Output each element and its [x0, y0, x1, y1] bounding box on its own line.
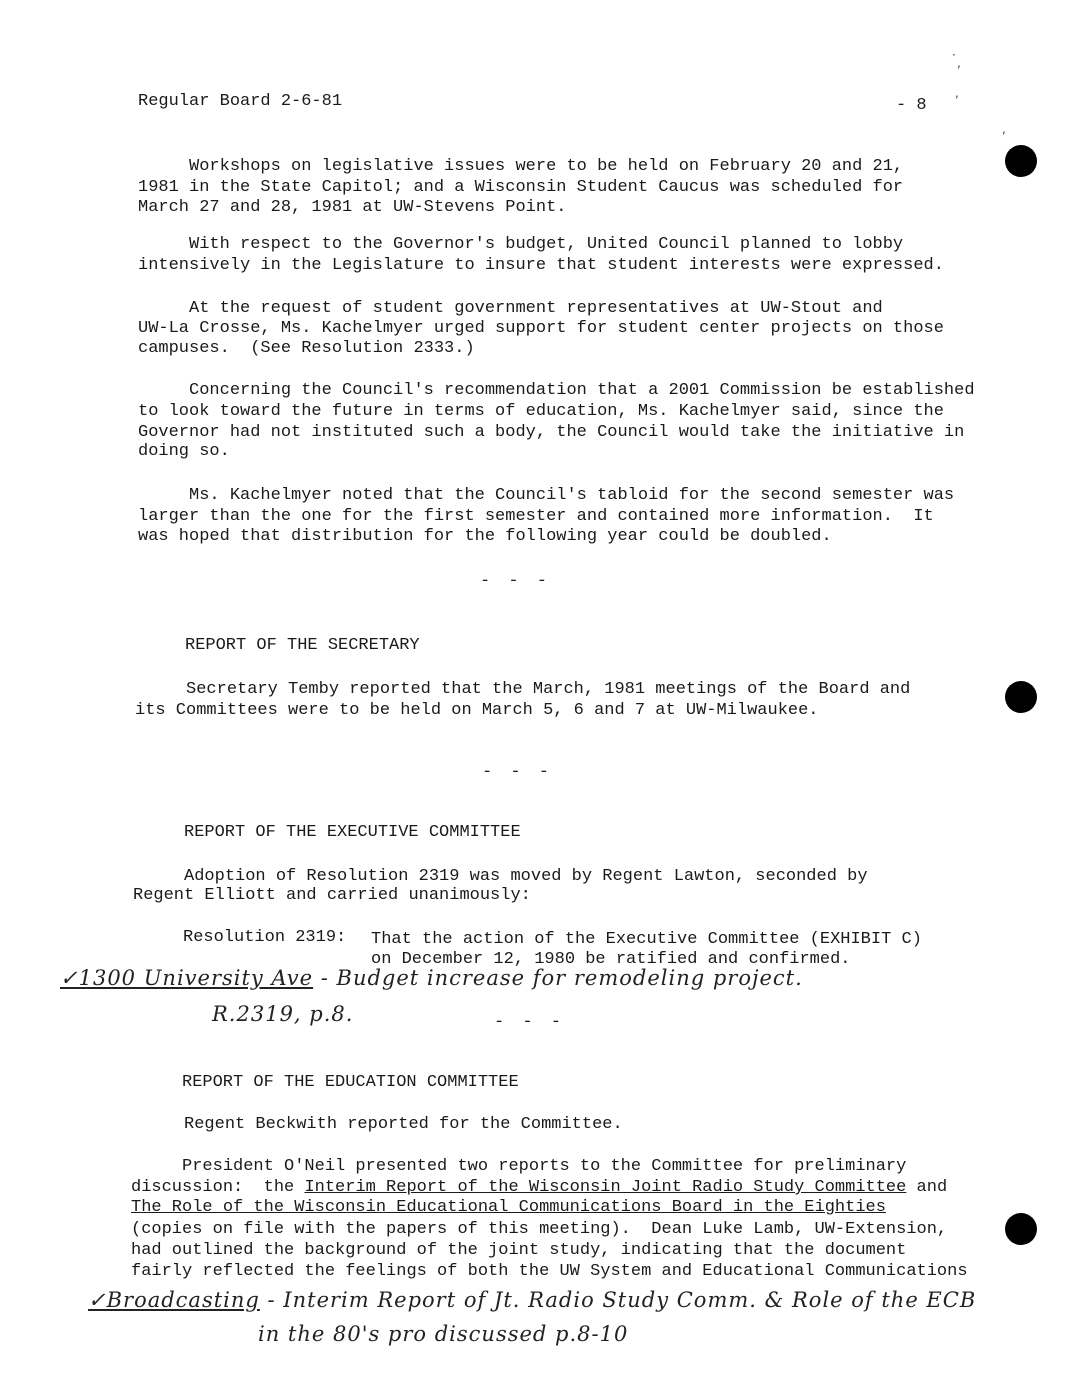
paragraph-line: to look toward the future in terms of education, Ms. Kachelmyer said, since the [138, 402, 944, 421]
handwritten-description: - Budget increase for remodeling project. [313, 966, 803, 990]
page-header-title: Regular Board 2-6-81 [138, 92, 343, 111]
handwritten-reference: R.2319, p.8. [212, 1002, 354, 1026]
text-run: and [906, 1178, 948, 1197]
scan-speck: , [957, 56, 961, 70]
paragraph-line: Regent Beckwith reported for the Committee. [133, 1115, 623, 1134]
paragraph-line: campuses. (See Resolution 2333.) [138, 339, 475, 358]
punch-hole [1005, 681, 1037, 713]
paragraph-line: larger than the one for the first semester and contained more information. It [138, 507, 934, 526]
handwritten-note [60, 966, 803, 990]
paragraph-line: Adoption of Resolution 2319 was moved by Regent Lawton, seconded by [133, 867, 868, 886]
paragraph-line: Regent Elliott and carried unanimously: [133, 886, 531, 905]
scan-speck: · [952, 48, 956, 62]
punch-hole [1005, 145, 1037, 177]
paragraph-line: 1981 in the State Capitol; and a Wisconsin Student Caucus was scheduled for [138, 178, 904, 197]
handwritten-description: - Interim Report of Jt. Radio Study Comm. & Role of the ECB [259, 1288, 977, 1312]
section-separator: - - - [494, 1013, 566, 1032]
page-number: - 8 [896, 96, 927, 115]
resolution-text: That the action of the Executive Committee (EXHIBIT C) [371, 930, 922, 949]
paragraph-line: At the request of student government representatives at UW-Stout and [138, 299, 883, 318]
paragraph-line: With respect to the Governor's budget, United Council planned to lobby [138, 235, 904, 254]
paragraph-line: Workshops on legislative issues were to be held on February 20 and 21, [138, 157, 904, 176]
scan-speck: , [1002, 122, 1006, 136]
report-title-ecb-role: The Role of the Wisconsin Educational Communications Board in the Eighties [131, 1198, 886, 1217]
paragraph-line: March 27 and 28, 1981 at UW-Stevens Point. [138, 198, 567, 217]
handwritten-reference: in the 80's pro discussed p.8-10 [258, 1322, 629, 1346]
paragraph-line: Secretary Temby reported that the March, 1981 meetings of the Board and [135, 680, 911, 699]
handwritten-topic: ✓Broadcasting [88, 1288, 260, 1312]
section-heading: REPORT OF THE SECRETARY [185, 636, 420, 655]
resolution-label: Resolution 2319: [183, 928, 347, 947]
section-heading: REPORT OF THE EXECUTIVE COMMITTEE [184, 823, 521, 842]
paragraph-line: President O'Neil presented two reports to the Committee for preliminary [131, 1157, 907, 1176]
paragraph-line: had outlined the background of the joint study, indicating that the document [131, 1241, 907, 1260]
report-title-radio-study: Interim Report of the Wisconsin Joint Radio Study Committee [304, 1178, 907, 1197]
handwritten-topic: ✓1300 University Ave [60, 966, 314, 990]
section-separator: - - - [482, 763, 554, 782]
paragraph-line: Ms. Kachelmyer noted that the Council's tabloid for the second semester was [138, 486, 955, 505]
paragraph-line: UW-La Crosse, Ms. Kachelmyer urged support for student center projects on those [138, 319, 944, 338]
paragraph-line: its Committees were to be held on March 5, 6 and 7 at UW-Milwaukee. [135, 701, 819, 720]
paragraph-line: Governor had not instituted such a body, the Council would take the initiative in [138, 423, 965, 442]
section-separator: - - - [480, 572, 552, 591]
paragraph-line: Concerning the Council's recommendation that a 2001 Commission be established [138, 381, 975, 400]
punch-hole [1005, 1213, 1037, 1245]
paragraph-line: (copies on file with the papers of this meeting). Dean Luke Lamb, UW-Extension, [131, 1220, 948, 1239]
paragraph-line: intensively in the Legislature to insure that student interests were expressed. [138, 256, 944, 275]
paragraph-line: fairly reflected the feelings of both the UW System and Educational Communications [131, 1262, 968, 1281]
text-run: discussion: the [131, 1178, 305, 1197]
paragraph-line: doing so. [138, 442, 230, 461]
scan-speck: , [955, 86, 959, 100]
section-heading: REPORT OF THE EDUCATION COMMITTEE [182, 1073, 519, 1092]
paragraph-line: was hoped that distribution for the following year could be doubled. [138, 527, 832, 546]
handwritten-note [88, 1288, 976, 1312]
resolution-text: on December 12, 1980 be ratified and confirmed. [371, 950, 851, 969]
paragraph-line [131, 1178, 947, 1198]
